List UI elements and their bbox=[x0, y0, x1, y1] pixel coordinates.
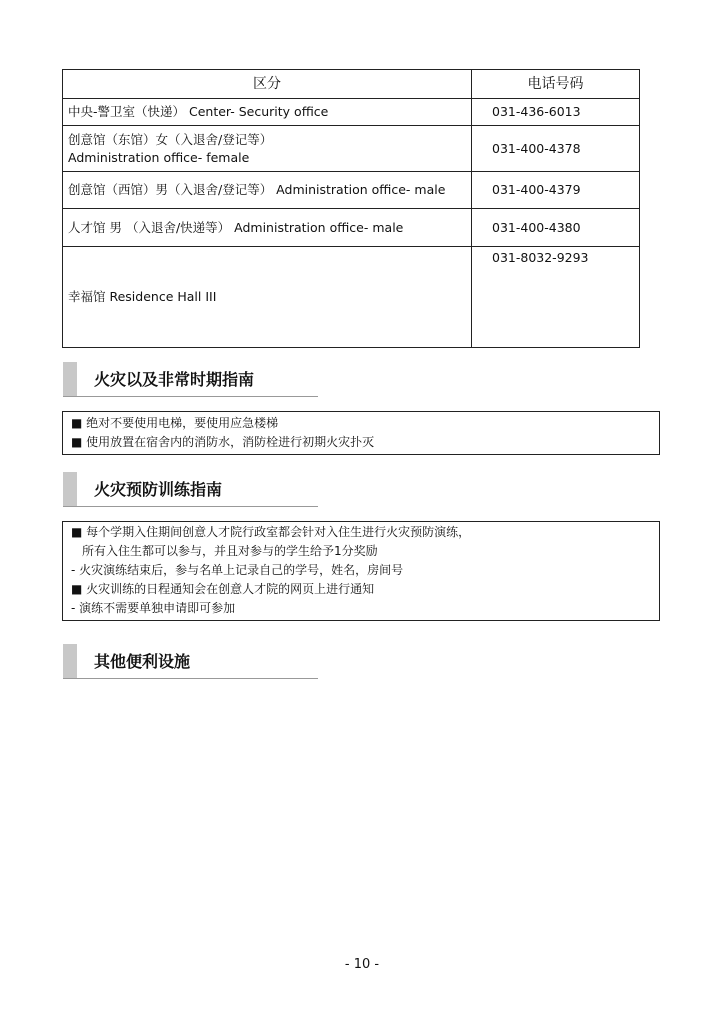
page-number: - 10 - bbox=[344, 957, 380, 972]
division-line: 创意馆（东馆）女（入退舍/登记等） bbox=[68, 131, 273, 147]
list-item: 所有入住生都可以参与，并且对参与的学生给予1分奖励 bbox=[82, 544, 378, 558]
table-row bbox=[63, 247, 640, 348]
section-header-drill bbox=[63, 472, 318, 507]
phone-cell: 031-400-4379 bbox=[472, 172, 640, 209]
division-cell: 中央-警卫室（快递） Center- Security office bbox=[63, 99, 472, 126]
section-title: 火灾以及非常时期指南 bbox=[94, 370, 255, 389]
section-title: 火灾预防训练指南 bbox=[94, 480, 223, 499]
phone-cell: 031-400-4380 bbox=[472, 209, 640, 247]
list-item: - 火灾演练结束后，参与名单上记录自己的学号，姓名，房间号 bbox=[71, 563, 404, 577]
table-row bbox=[63, 209, 640, 247]
section-marker bbox=[63, 362, 77, 396]
table-row bbox=[63, 172, 640, 209]
section-title: 其他便利设施 bbox=[94, 652, 191, 671]
drill-guide-box bbox=[62, 521, 660, 621]
section-marker bbox=[63, 644, 77, 678]
phone-cell: 031-8032-9293 bbox=[472, 247, 640, 348]
list-item: ■ 绝对不要使用电梯，要使用应急楼梯 bbox=[71, 416, 279, 430]
list-item: ■ 使用放置在宿舍内的消防水，消防栓进行初期火灾扑灭 bbox=[71, 435, 375, 449]
section-marker bbox=[63, 472, 77, 506]
table-row bbox=[63, 99, 640, 126]
division-cell: 人才馆 男 （入退舍/快递等） Administration office- male bbox=[63, 209, 472, 247]
list-item: ■ 每个学期入住期间创意人才院行政室都会针对入住生进行火灾预防演练， bbox=[71, 525, 471, 539]
phone-cell: 031-436-6013 bbox=[472, 99, 640, 126]
list-item: ■ 火灾训练的日程通知会在创意人才院的网页上进行通知 bbox=[71, 582, 375, 596]
section-header-other bbox=[63, 644, 318, 679]
fire-guide-box bbox=[62, 411, 660, 455]
division-cell bbox=[63, 126, 472, 172]
division-cell: 创意馆（西馆）男（入退舍/登记等） Administration office- male bbox=[63, 172, 472, 209]
contact-table bbox=[62, 69, 640, 348]
section-header-fire bbox=[63, 362, 318, 397]
division-line: Administration office- female bbox=[68, 149, 250, 165]
header-phone: 电话号码 bbox=[472, 70, 640, 99]
header-division: 区分 bbox=[63, 70, 472, 99]
list-item: - 演练不需要单独申请即可参加 bbox=[71, 601, 236, 615]
table-row bbox=[63, 126, 640, 172]
division-cell: 幸福馆 Residence Hall III bbox=[63, 247, 472, 348]
phone-cell: 031-400-4378 bbox=[472, 126, 640, 172]
